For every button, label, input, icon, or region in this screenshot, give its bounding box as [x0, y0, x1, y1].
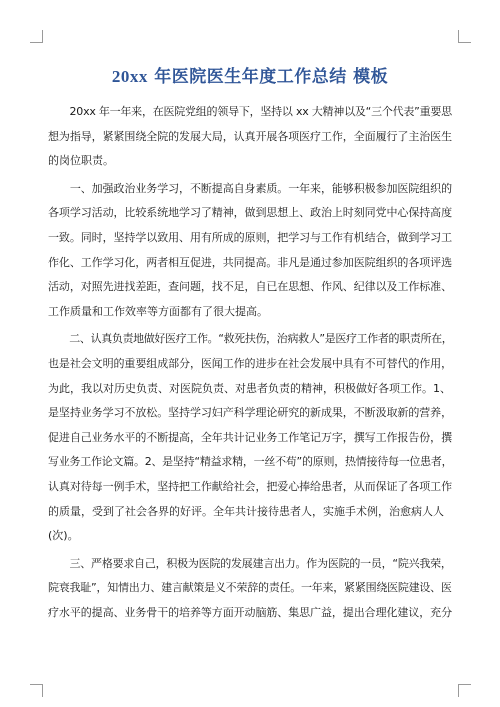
paragraph-line: 疗水平的提高、业务骨干的培养等方面开动脑筋、集思广益，提出合理化建议，充分: [48, 605, 453, 619]
document-body: [48, 100, 452, 625]
paragraph-1: [48, 100, 452, 174]
paragraph-line: 写业务工作论文篇。2、是坚持“精益求精，一丝不苟”的原则，热情接待每一位患者，: [48, 455, 453, 469]
paragraph-line: (次)。: [48, 529, 79, 543]
paragraph-2: [48, 177, 452, 325]
crop-mark-bottom-right: [458, 684, 471, 697]
paragraph-line: 一、加强政治业务学习，不断提高自身素质。一年来，能够积极参加医院组织的: [48, 181, 453, 195]
paragraph-line: 二、认真负责地做好医疗工作。“救死扶伤，治病救人”是医疗工作者的职责所在，: [48, 332, 453, 346]
paragraph-4: [48, 552, 452, 626]
paragraph-line: 一致。同时，坚持学以致用、用有所成的原则，把学习与工作有机结合，做到学习工: [48, 230, 453, 244]
document-title-text: 年医院医生年度工作总结 模板: [147, 67, 389, 87]
paragraph-line: 三、严格要求自己，积极为医院的发展建言出力。作为医院的一员，“院兴我荣，: [48, 556, 452, 570]
paragraph-line: 的质量，受到了社会各界的好评。全年共计接待患者人，实施手术例，治愈病人人: [48, 504, 444, 518]
paragraph-3: [48, 327, 452, 548]
paragraph-line: 活动，对照先进找差距，查问题，找不足，自已在思想、作风、纪律以及工作标准、: [48, 280, 453, 294]
crop-mark-bottom-left: [30, 684, 43, 697]
paragraph-line: 各项学习活动，比较系统地学习了精神，做到思想上、政治上时刻同党中心保持高度: [48, 206, 453, 220]
crop-mark-top-right: [458, 30, 471, 43]
paragraph-line: 的岗位职责。: [48, 154, 114, 168]
paragraph-line: 是坚持业务学习不放松。坚持学习妇产科学理论研究的新成果，不断汲取新的营养，: [48, 406, 453, 420]
crop-mark-top-left: [30, 30, 43, 43]
document-title: [0, 62, 500, 87]
paragraph-line: 为此，我以对历史负责、对医院负责、对患者负责的精神，积极做好各项工作。1、: [48, 381, 451, 395]
paragraph-line: 20xx 年一年来，在医院党组的领导下，坚持以 xx 大精神以及“三个代表”重要思: [48, 105, 452, 118]
paragraph-line: 想为指导，紧紧围绕全院的发展大局，认真开展各项医疗工作，全面履行了主治医生: [48, 129, 453, 143]
document-title-year: 20xx: [111, 67, 148, 86]
paragraph-line: 认真对待每一例手术，坚持把工作献给社会，把爱心捧给患者，从而保证了各项工作: [48, 479, 453, 493]
paragraph-line: 作化、工作学习化，两者相互促进，共同提高。非凡是通过参加医院组织的各项评选: [48, 255, 453, 269]
paragraph-line: 院衰我耻”，知情出力、建言献策是义不荣辞的责任。一年来，紧紧围绕医院建设、医: [48, 581, 452, 595]
paragraph-line: 也是社会文明的重要组成部分，医闻工作的进步在社会发展中具有不可替代的作用，: [48, 356, 453, 370]
paragraph-line: 工作质量和工作效率等方面都有了很大提高。: [48, 304, 268, 318]
paragraph-line: 促进自己业务水平的不断提高，全年共计记业务工作笔记万字，撰写工作报告份，撰: [48, 430, 453, 444]
